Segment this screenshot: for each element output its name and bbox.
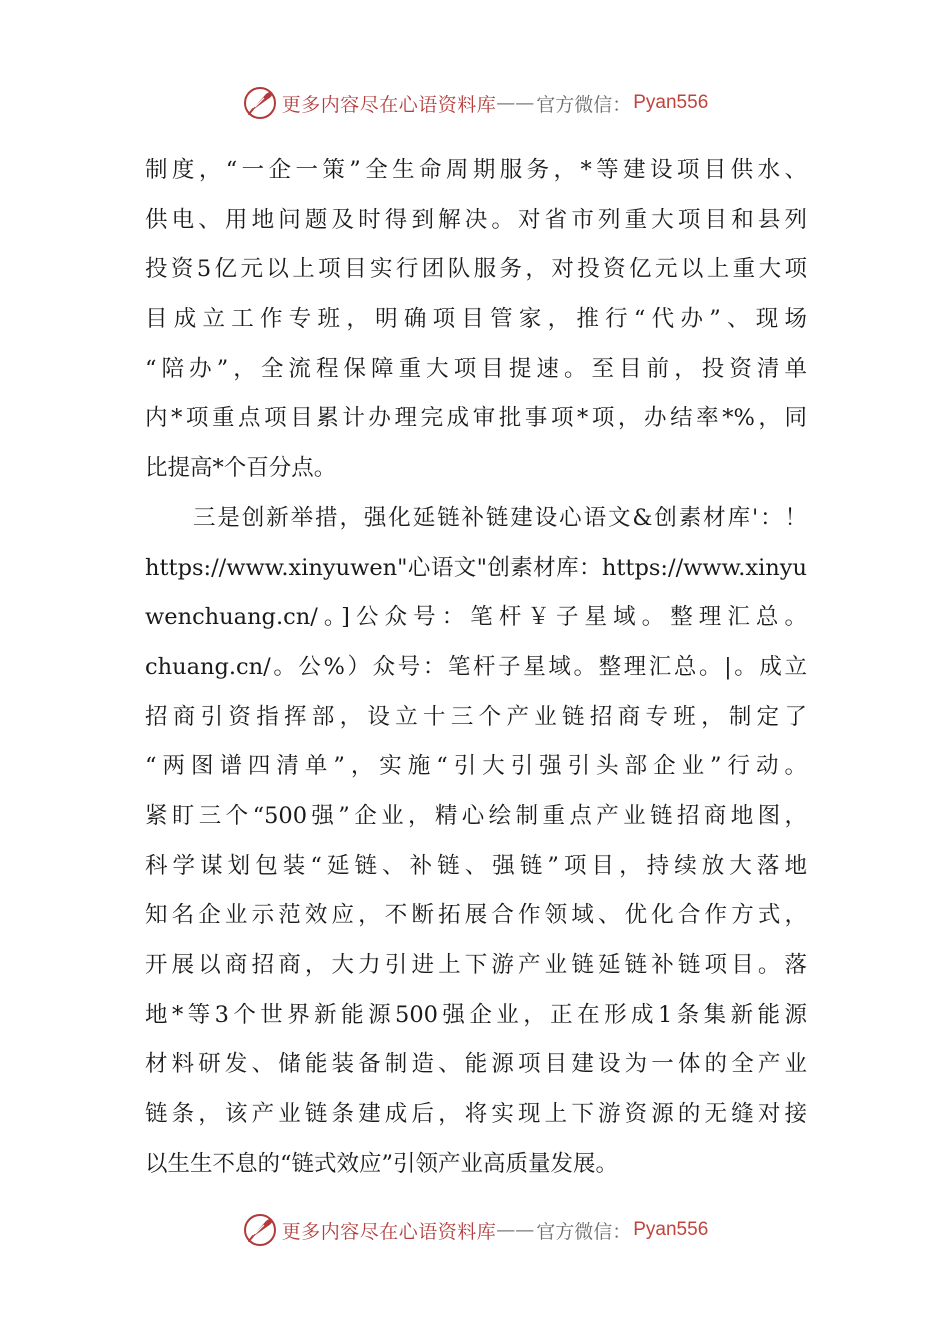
banner-separator: ——: [496, 92, 535, 114]
body-line-9: https://www.xinyuwen"心语文"创素材库：https://www.xinyu: [145, 554, 807, 581]
body-line-1: 制度，“一企一策”全生命周期服务，*等建设项目供水、: [145, 157, 807, 183]
body-line-6: 内*项重点项目累计办理完成审批事项*项，办结率*%，同: [145, 405, 807, 432]
body-line-16: 知名企业示范效应，不断拓展合作领域、优化合作方式，: [145, 902, 807, 929]
quill-pen-logo-icon: [242, 1212, 278, 1248]
body-line-21: 以生生不息的“链式效应”引领产业高质量发展。: [145, 1150, 619, 1177]
body-line-14: 紧盯三个“500强”企业，精心绘制重点产业链招商地图，: [145, 802, 807, 829]
body-line-7: 比提高*个百分点。: [145, 455, 337, 482]
body-line-8: 三是创新举措，强化延链补链建设心语文&创素材库'：！: [193, 504, 807, 531]
body-line-5: “陪办”，全流程保障重大项目提速。至目前，投资清单: [145, 355, 807, 382]
body-line-4: 目成立工作专班，明确项目管家，推行“代办”、现场: [145, 306, 807, 333]
body-line-15: 科学谋划包装“延链、补链、强链”项目，持续放大落地: [145, 852, 807, 879]
banner-wechat-label: 官方微信：: [536, 93, 632, 116]
body-line-20: 链条，该产业链条建成后，将实现上下游资源的无缝对接: [145, 1101, 807, 1128]
document-body: [145, 146, 807, 1189]
body-line-13: “两图谱四清单”，实施“引大引强引头部企业”行动。: [145, 753, 807, 780]
banner-site-name: 更多内容尽在心语资料库: [281, 93, 497, 116]
body-line-10: wenchuang.cn/。]公众号：笔杆￥子星域。整理汇总。: [145, 604, 807, 631]
banner-separator: ——: [496, 1219, 535, 1241]
body-line-18: 地*等3个世界新能源500强企业，正在形成1条集新能源: [145, 1001, 807, 1028]
body-line-3: 投资5亿元以上项目实行团队服务，对投资亿元以上重大项: [145, 256, 807, 283]
body-line-17: 开展以商招商，大力引进上下游产业链延链补链项目。落: [145, 952, 807, 978]
banner-wechat-id: Pyan556: [633, 1219, 709, 1240]
banner-wechat-label: 官方微信：: [536, 1220, 632, 1243]
banner-site-name: 更多内容尽在心语资料库: [281, 1220, 497, 1243]
body-line-12: 招商引资指挥部，设立十三个产业链招商专班，制定了: [145, 703, 807, 730]
body-line-2: 供电、用地问题及时得到解决。对省市列重大项目和县列: [145, 206, 807, 233]
body-line-19: 材料研发、储能装备制造、能源项目建设为一体的全产业: [145, 1051, 807, 1078]
header-banner: [0, 81, 950, 125]
footer-banner: [0, 1208, 950, 1252]
quill-pen-logo-icon: [242, 85, 278, 121]
banner-wechat-id: Pyan556: [633, 92, 709, 113]
body-line-11: chuang.cn/。公%）众号：笔杆子星域。整理汇总。|。成立: [145, 653, 807, 680]
